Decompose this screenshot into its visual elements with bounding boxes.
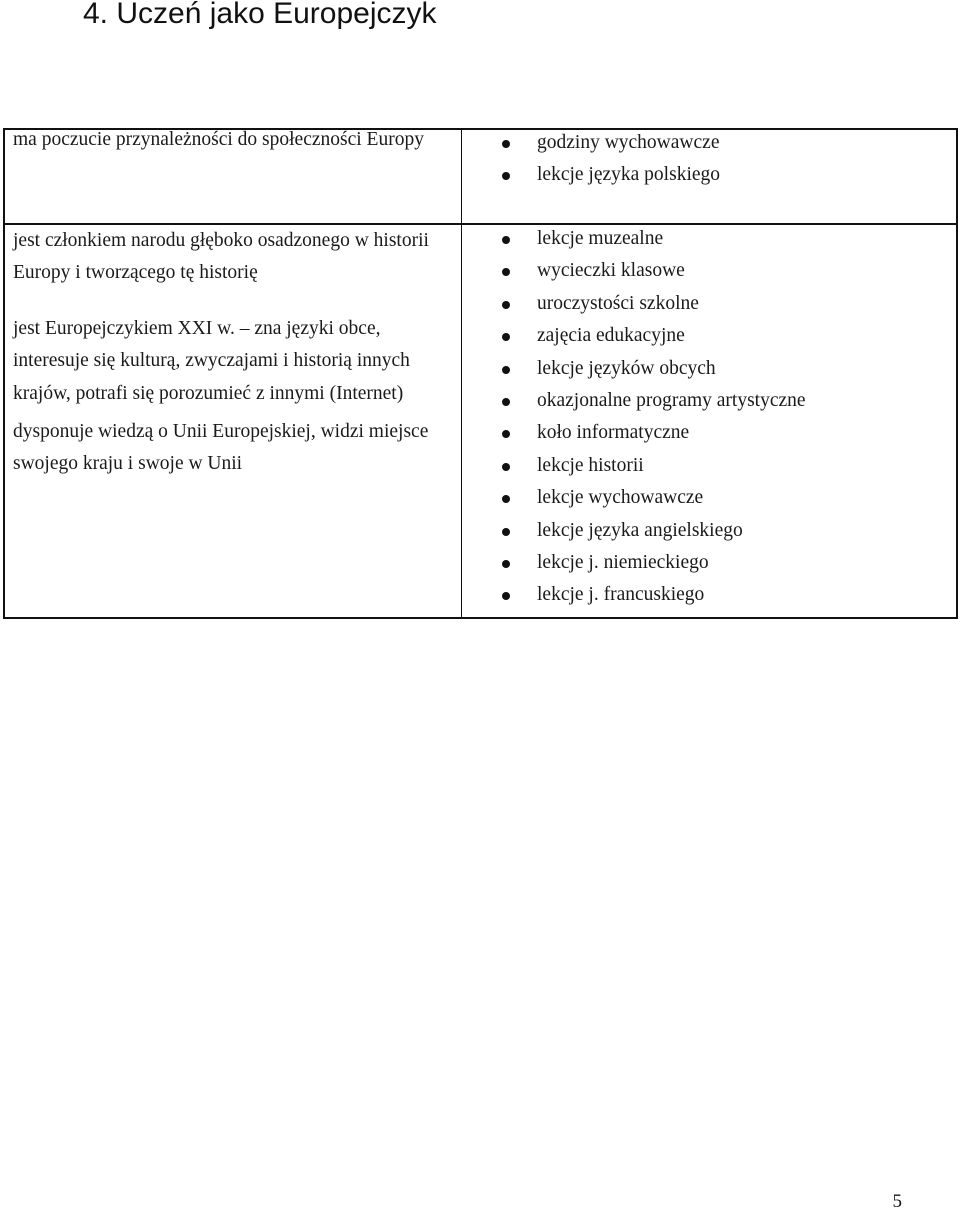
goal-text: jest Europejczykiem XXI w. – zna języki obce, interesuje się kulturą, zwyczajami i historią innych krajów, potrafi się porozumieć z innymi (Internet) <box>13 317 410 404</box>
bullet-icon <box>502 463 510 471</box>
activity-item <box>462 353 956 385</box>
bullet-icon <box>502 495 510 503</box>
goal-text: ma poczucie przynależności do społeczności Europy <box>13 129 424 150</box>
activity-label: lekcje muzealne <box>537 228 664 249</box>
activity-item <box>462 579 956 611</box>
activity-label: godziny wychowawcze <box>537 132 720 153</box>
activity-item <box>462 482 956 514</box>
activity-item <box>462 515 956 547</box>
bullet-icon <box>502 172 510 180</box>
bullet-icon <box>502 236 510 244</box>
bullet-icon <box>502 592 510 600</box>
goal-text: dysponuje wiedzą o Unii Europejskiej, widzi miejsce swojego kraju i swoje w Unii <box>13 421 429 475</box>
activity-item <box>462 547 956 579</box>
activity-item <box>462 223 956 255</box>
activity-item <box>462 255 956 287</box>
bullet-icon <box>502 528 510 536</box>
activities-cell <box>462 129 958 224</box>
goals-cell <box>4 129 462 224</box>
goals-cell <box>4 224 462 618</box>
bullet-icon <box>502 301 510 309</box>
activity-label: wycieczki klasowe <box>537 260 685 282</box>
page-number: 5 <box>892 1191 902 1212</box>
activity-item <box>462 385 956 417</box>
bullet-icon <box>502 366 510 374</box>
activity-label: lekcje języków obcych <box>537 357 716 379</box>
bullet-icon <box>502 140 510 148</box>
activity-label: lekcje języka polskiego <box>537 164 721 186</box>
bullet-icon <box>502 268 510 276</box>
activity-list <box>462 223 956 612</box>
activity-label: lekcje historii <box>537 454 644 476</box>
bullet-icon <box>502 398 510 406</box>
activity-item <box>462 320 956 352</box>
activities-cell <box>462 224 958 618</box>
activity-item <box>462 288 956 320</box>
activity-item <box>462 417 956 449</box>
activity-item <box>462 159 956 191</box>
activity-item <box>462 127 956 159</box>
activity-item <box>462 450 956 482</box>
bullet-icon <box>502 333 510 341</box>
goal-text: jest członkiem narodu głęboko osadzonego w historii Europy i tworzącego tę historię <box>13 230 429 284</box>
table-row <box>4 129 957 224</box>
activity-label: koło informatyczne <box>537 422 690 444</box>
bullet-icon <box>502 430 510 438</box>
activity-label: okazjonalne programy artystyczne <box>537 390 806 412</box>
page-title: 4. Uczeń jako Europejczyk <box>83 0 437 30</box>
table-row <box>4 224 957 618</box>
activity-label: zajęcia edukacyjne <box>537 325 685 347</box>
activity-list <box>462 127 956 192</box>
activity-label: lekcje j. francuskiego <box>537 584 705 606</box>
bullet-icon <box>502 560 510 568</box>
goals-activities-table <box>3 128 958 619</box>
activity-label: lekcje j. niemieckiego <box>537 552 709 574</box>
activity-label: uroczystości szkolne <box>537 292 699 314</box>
activity-label: lekcje wychowawcze <box>537 487 704 509</box>
activity-label: lekcje języka angielskiego <box>537 519 743 541</box>
